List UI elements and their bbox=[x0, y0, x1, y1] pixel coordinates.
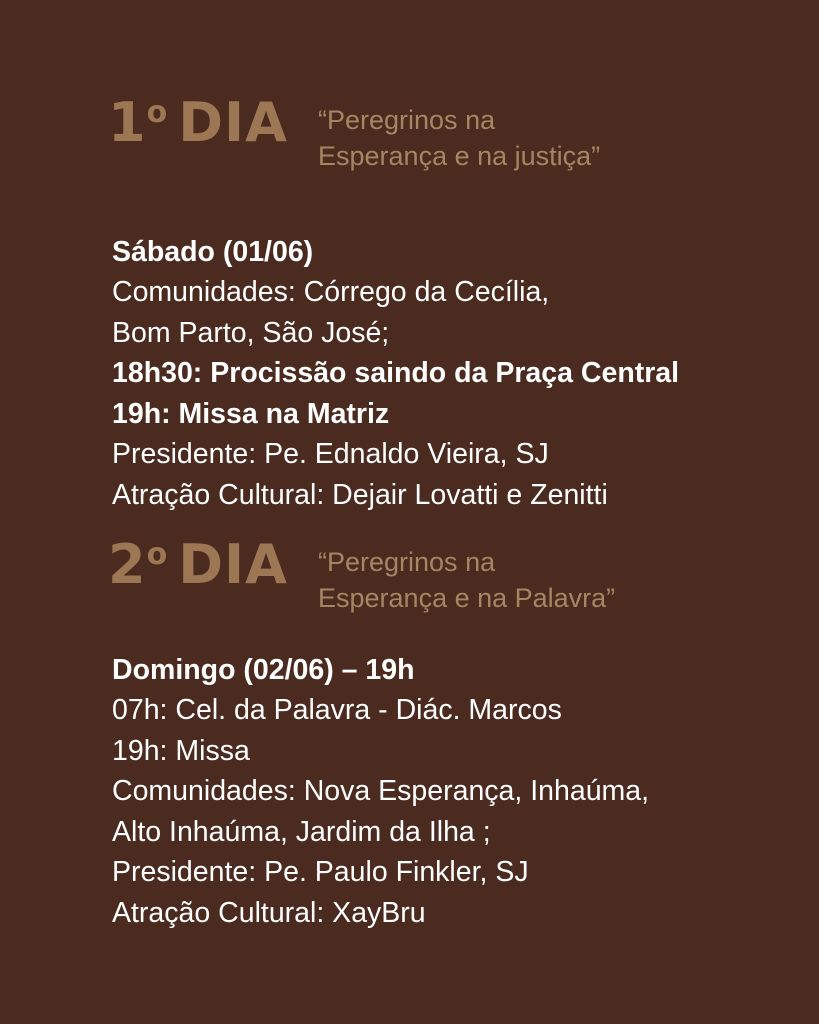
day-2-quote bbox=[318, 544, 738, 617]
day-1-label: DIA bbox=[178, 91, 288, 154]
day-1-section bbox=[0, 91, 819, 511]
day-2-line-6: Presidente: Pe. Paulo Finkler, SJ bbox=[112, 856, 529, 889]
day-1-line-7: Atração Cultural: Dejair Lovatti e Zenitti bbox=[112, 478, 608, 511]
day-2-details bbox=[112, 650, 812, 933]
day-1-line-3: Bom Parto, São José; bbox=[112, 316, 390, 349]
day-1-quote-line-1: “Peregrinos na bbox=[318, 105, 496, 135]
day-1-quote bbox=[318, 102, 738, 175]
day-2-line-1: Domingo (02/06) – 19h bbox=[112, 654, 415, 686]
day-2-title bbox=[108, 533, 288, 596]
day-2-line-5: Alto Inhaúma, Jardim da Ilha ; bbox=[112, 815, 491, 848]
day-1-ordinal: 1$^o$ bbox=[108, 91, 169, 154]
day-1-line-4: 18h30: Procissão saindo da Praça Central bbox=[112, 357, 680, 390]
day-2-section bbox=[0, 533, 819, 929]
day-1-line-5: 19h: Missa na Matriz bbox=[112, 397, 390, 430]
day-2-header bbox=[0, 533, 819, 624]
day-2-quote-line-2: Esperança e na Palavra” bbox=[318, 583, 616, 614]
day-2-line-2: 07h: Cel. da Palavra - Diác. Marcos bbox=[112, 694, 562, 727]
day-2-quote-line-1: “Peregrinos na bbox=[318, 547, 496, 577]
day-2-ordinal: 2$^o$ bbox=[108, 533, 169, 596]
day-1-line-2: Comunidades: Córrego da Cecília, bbox=[112, 276, 550, 309]
day-2-line-4: Comunidades: Nova Esperança, Inhaúma, bbox=[112, 775, 650, 808]
day-1-title bbox=[108, 91, 288, 154]
day-2-label: DIA bbox=[178, 533, 288, 596]
day-1-line-1: Sábado (01/06) bbox=[112, 236, 314, 268]
day-2-line-7: Atração Cultural: XayBru bbox=[112, 896, 426, 929]
day-1-line-6: Presidente: Pe. Ednaldo Vieira, SJ bbox=[112, 438, 549, 471]
day-1-header bbox=[0, 91, 819, 182]
day-1-details bbox=[112, 232, 812, 515]
day-1-quote-line-2: Esperança e na justiça” bbox=[318, 141, 601, 172]
day-2-line-3: 19h: Missa bbox=[112, 734, 250, 767]
